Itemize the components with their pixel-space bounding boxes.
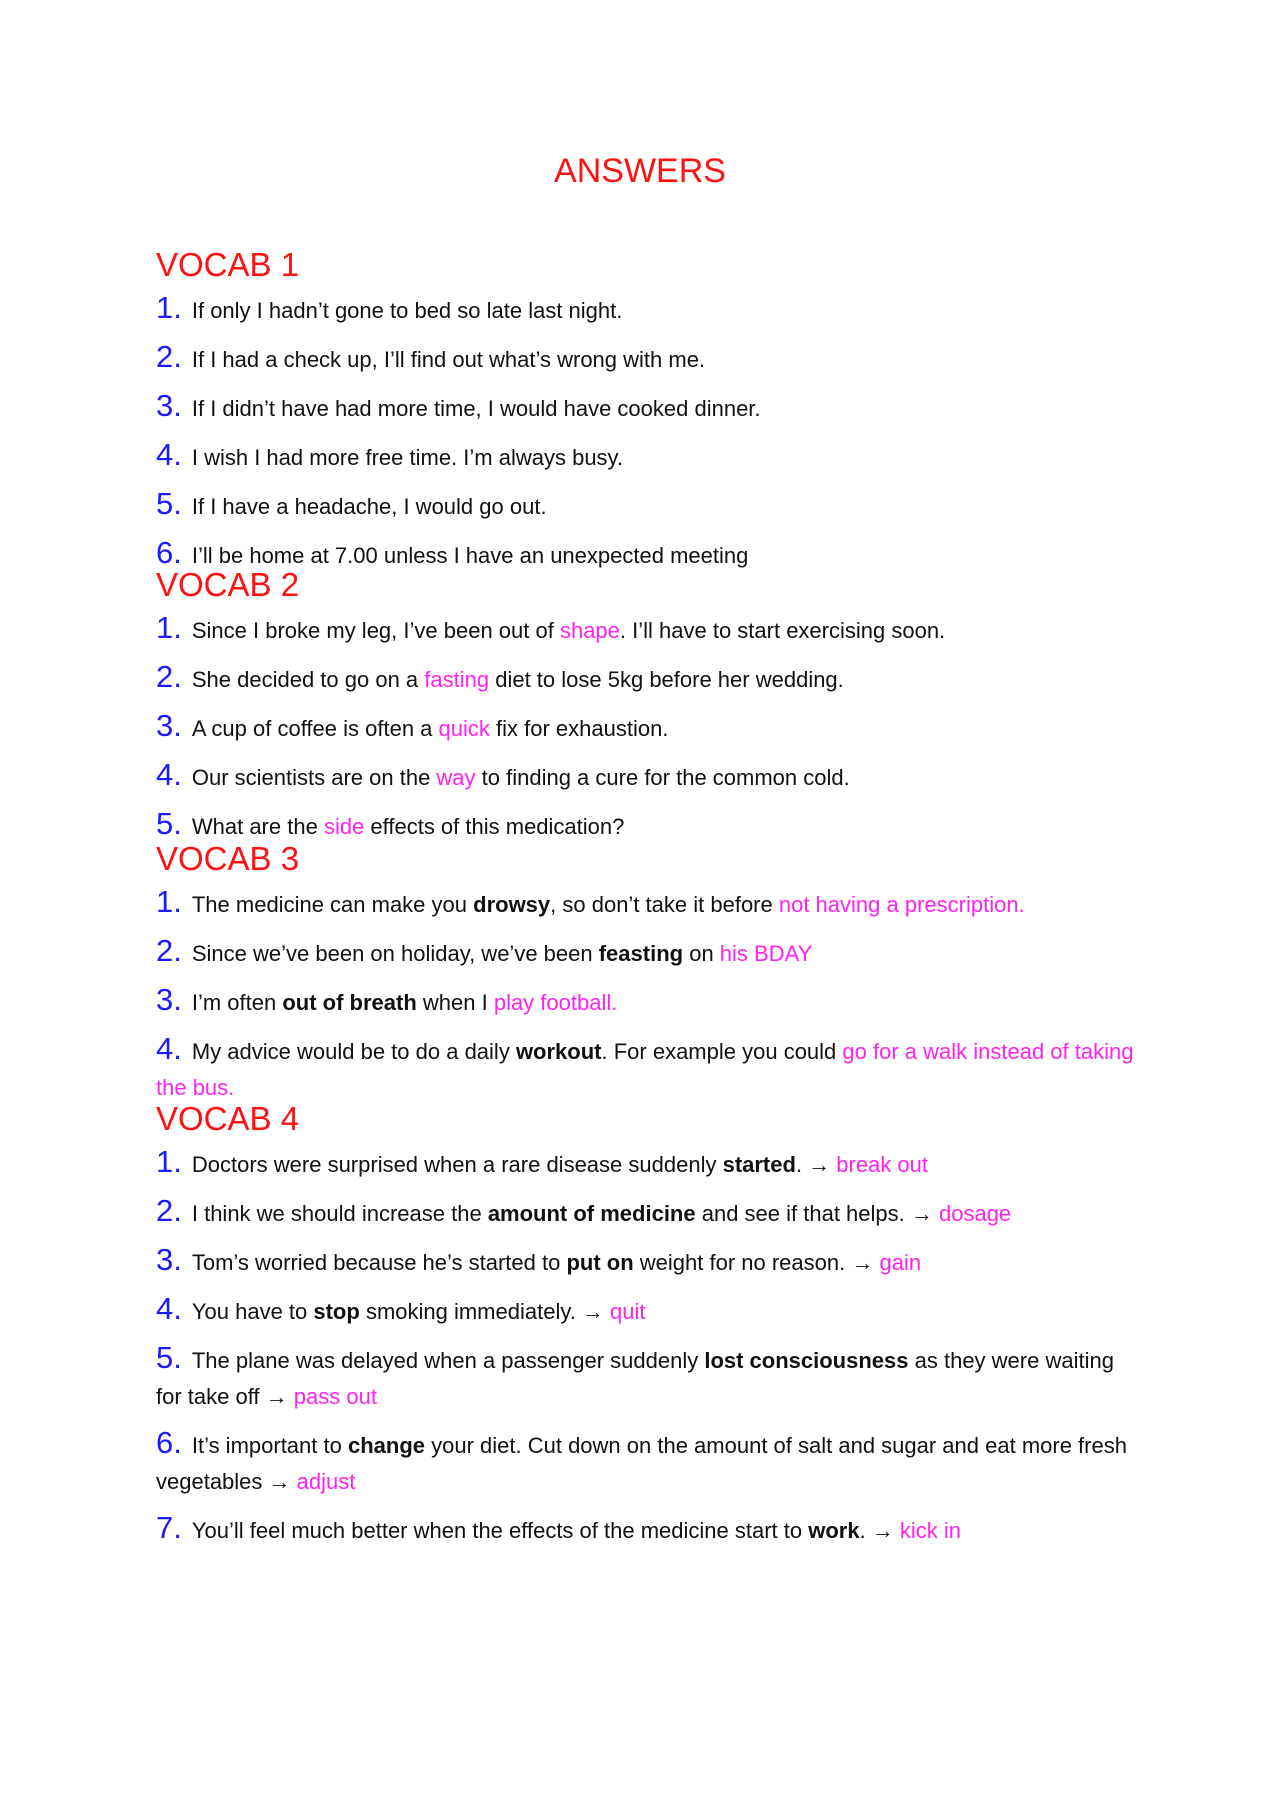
- target-word: amount of medicine: [487, 1201, 696, 1226]
- sentence-text: . →: [859, 1518, 900, 1543]
- sentence-text: The medicine can make you: [191, 892, 474, 917]
- vocab-section-4: [156, 1100, 1136, 1559]
- sentence-text: A cup of coffee is often a: [191, 716, 439, 741]
- sentence-text: If only I hadn’t gone to bed so late last night.: [191, 298, 623, 323]
- sentence-text: The plane was delayed when a passenger suddenly: [191, 1348, 705, 1373]
- answer-item: [156, 290, 1136, 329]
- item-number: 1.: [156, 290, 182, 325]
- answer-item: [156, 1031, 1136, 1106]
- answer-item: [156, 1291, 1136, 1330]
- answer-item: [156, 1193, 1136, 1232]
- sentence-text: smoking immediately. →: [359, 1299, 611, 1324]
- sentence-text: to finding a cure for the common cold.: [475, 765, 850, 790]
- section-heading: VOCAB 1: [156, 246, 300, 283]
- sentence-text: weight for no reason. →: [633, 1250, 880, 1275]
- answer-item: [156, 708, 1136, 747]
- sentence-text: I’m often: [191, 990, 283, 1015]
- item-number: 7.: [156, 1510, 182, 1545]
- target-word: lost consciousness: [704, 1348, 909, 1373]
- sentence-text: If I had a check up, I’ll find out what’s wrong with me.: [191, 347, 706, 372]
- sentence-text: My advice would be to do a daily: [191, 1039, 516, 1064]
- item-number: 3.: [156, 1242, 182, 1277]
- sentence-text: when I: [416, 990, 494, 1015]
- section-heading: VOCAB 3: [156, 840, 300, 877]
- item-number: 3.: [156, 388, 182, 423]
- sentence-text: Since we’ve been on holiday, we’ve been: [191, 941, 599, 966]
- answer-item: [156, 933, 1136, 972]
- sentence-text: and see if that helps. →: [695, 1201, 939, 1226]
- answer-item: [156, 1510, 1136, 1549]
- sentence-text: Tom’s worried because he’s started to: [191, 1250, 567, 1275]
- item-number: 5.: [156, 486, 182, 521]
- answer-item: [156, 486, 1136, 525]
- sentence-text: your diet. Cut down on the amount of salt and sugar and eat more fresh vegetables →: [156, 1433, 1127, 1494]
- answer-item: [156, 1242, 1136, 1281]
- target-word: change: [347, 1433, 425, 1458]
- sentence-text: fix for exhaustion.: [489, 716, 669, 741]
- page-title: ANSWERS: [554, 152, 726, 190]
- sentence-text: . I’ll have to start exercising soon.: [619, 618, 946, 643]
- sentence-text: diet to lose 5kg before her wedding.: [489, 667, 844, 692]
- item-number: 4.: [156, 1031, 182, 1066]
- answer-item: [156, 982, 1136, 1021]
- answer-text: break out: [836, 1152, 929, 1177]
- sentence-text: I’ll be home at 7.00 unless I have an unexpected meeting: [191, 543, 749, 568]
- sentence-text: I think we should increase the: [191, 1201, 488, 1226]
- item-number: 3.: [156, 708, 182, 743]
- sentence-text: as they were waiting for take off →: [156, 1348, 1114, 1409]
- answer-text: shape: [559, 618, 620, 643]
- answer-text: way: [436, 765, 476, 790]
- answer-item: [156, 339, 1136, 378]
- vocab-section-3: [156, 840, 1136, 1116]
- vocab-section-2: [156, 566, 1136, 855]
- target-word: workout: [515, 1039, 602, 1064]
- answer-item: [156, 1144, 1136, 1183]
- answer-text: quit: [610, 1299, 646, 1324]
- item-number: 5.: [156, 1340, 182, 1375]
- item-number: 4.: [156, 437, 182, 472]
- target-word: put on: [566, 1250, 634, 1275]
- answer-text: play football.: [493, 990, 618, 1015]
- answer-text: adjust: [296, 1469, 356, 1494]
- item-number: 1.: [156, 1144, 182, 1179]
- item-number: 4.: [156, 757, 182, 792]
- answer-text: gain: [879, 1250, 922, 1275]
- sentence-text: . For example you could: [601, 1039, 843, 1064]
- sentence-text: She decided to go on a: [191, 667, 425, 692]
- item-number: 2.: [156, 339, 182, 374]
- target-word: work: [808, 1518, 860, 1543]
- answer-text: side: [323, 814, 365, 839]
- answer-item: [156, 659, 1136, 698]
- sentence-text: Our scientists are on the: [191, 765, 437, 790]
- item-number: 6.: [156, 535, 182, 570]
- target-word: feasting: [598, 941, 684, 966]
- sentence-text: What are the: [191, 814, 324, 839]
- answer-text: pass out: [293, 1384, 377, 1409]
- item-number: 2.: [156, 1193, 182, 1228]
- answer-text: not having a prescription.: [778, 892, 1025, 917]
- item-number: 3.: [156, 982, 182, 1017]
- answer-item: [156, 1425, 1136, 1500]
- answer-item: [156, 1340, 1136, 1415]
- target-word: stop: [313, 1299, 360, 1324]
- answer-text: quick: [438, 716, 490, 741]
- sentence-text: Doctors were surprised when a rare disease suddenly: [191, 1152, 723, 1177]
- item-number: 1.: [156, 884, 182, 919]
- item-number: 2.: [156, 659, 182, 694]
- answer-text: his BDAY: [719, 941, 813, 966]
- vocab-section-1: [156, 246, 1136, 584]
- target-word: started: [722, 1152, 796, 1177]
- sentence-text: You have to: [191, 1299, 314, 1324]
- item-number: 2.: [156, 933, 182, 968]
- sentence-text: , so don’t take it before: [550, 892, 779, 917]
- answer-text: kick in: [899, 1518, 962, 1543]
- answer-text: dosage: [938, 1201, 1012, 1226]
- item-number: 5.: [156, 806, 182, 841]
- item-number: 4.: [156, 1291, 182, 1326]
- answer-item: [156, 388, 1136, 427]
- answer-item: [156, 884, 1136, 923]
- sentence-text: If I didn’t have had more time, I would have cooked dinner.: [191, 396, 761, 421]
- sentence-text: I wish I had more free time. I’m always busy.: [191, 445, 624, 470]
- answer-text: fasting: [424, 667, 490, 692]
- sentence-text: effects of this medication?: [364, 814, 625, 839]
- sentence-text: . →: [795, 1152, 837, 1177]
- item-number: 1.: [156, 610, 182, 645]
- sentence-text: Since I broke my leg, I’ve been out of: [191, 618, 560, 643]
- answer-item: [156, 437, 1136, 476]
- sentence-text: You’ll feel much better when the effects of the medicine start to: [191, 1518, 809, 1543]
- target-word: out of breath: [282, 990, 417, 1015]
- item-number: 6.: [156, 1425, 182, 1460]
- sentence-text: on: [683, 941, 720, 966]
- sentence-text: If I have a headache, I would go out.: [191, 494, 547, 519]
- target-word: drowsy: [473, 892, 551, 917]
- section-heading: VOCAB 4: [156, 1100, 300, 1137]
- answer-item: [156, 610, 1136, 649]
- section-heading: VOCAB 2: [156, 566, 300, 603]
- sentence-text: It’s important to: [191, 1433, 348, 1458]
- answer-text: go for a walk instead of taking the bus.: [156, 1039, 1134, 1100]
- answer-item: [156, 757, 1136, 796]
